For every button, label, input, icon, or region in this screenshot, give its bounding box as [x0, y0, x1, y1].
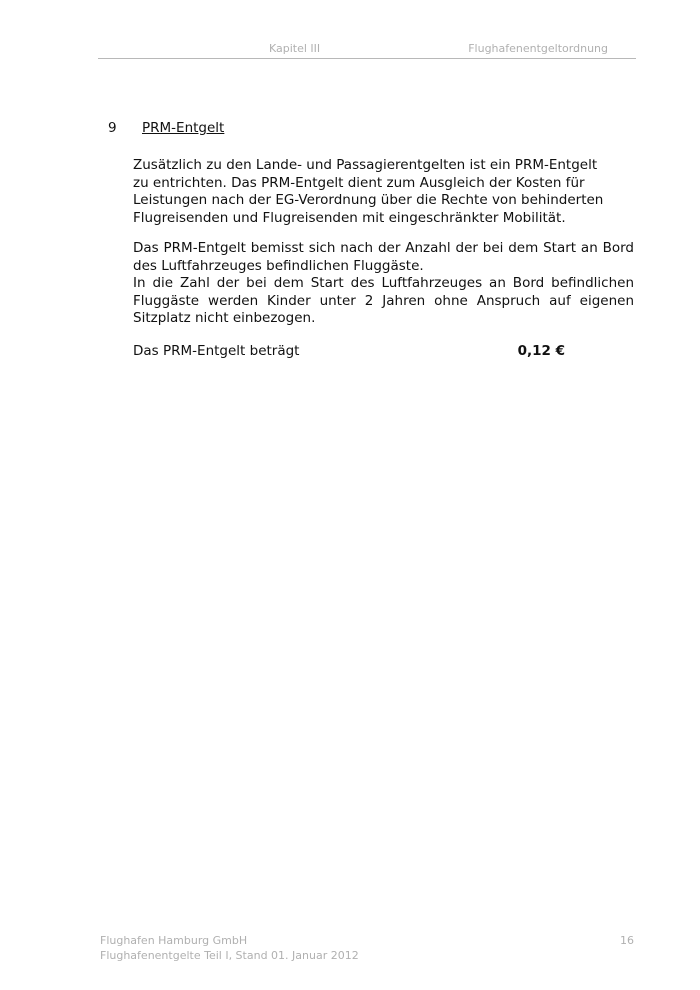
section-title: PRM-Entgelt [142, 120, 225, 136]
page-number: 16 [620, 934, 634, 947]
fee-row [133, 343, 565, 359]
paragraph-purpose-text: Zusätzlich zu den Lande- und Passagierentgelten ist ein PRM-Entgelt zu entrichten. Das PRM-Entgelt dient zum Ausgleich der Kosten für Leistungen nach der EG-Verordnung über die Rechte von behinderten Flugreisenden und Flugreisenden mit eingeschränkter Mobilität. [133, 157, 604, 226]
paragraph-exclusion-text: In die Zahl der bei dem Start des Luftfahrzeuges an Bord befindlichen Fluggäste werden Kinder unter 2 Jahren ohne Anspruch auf eigenen Sitzplatz nicht einbezogen. [133, 275, 634, 326]
footer-document: Flughafenentgelte Teil I, Stand 01. Januar 2012 [100, 949, 359, 962]
fee-label: Das PRM-Entgelt beträgt [133, 343, 300, 359]
section-number: 9 [108, 120, 117, 136]
page-footer [100, 933, 634, 963]
footer-company: Flughafen Hamburg GmbH [100, 934, 248, 947]
paragraph-calculation-line2: des Luftfahrzeuges befindlichen Fluggäste. [133, 257, 424, 274]
paragraph-calculation [133, 240, 634, 328]
header-chapter: Kapitel III [269, 42, 321, 55]
page-header [98, 40, 636, 59]
section-heading [108, 120, 224, 136]
paragraph-calculation-line1: Das PRM-Entgelt bemisst sich nach der Anzahl der bei dem Start an Bord [133, 240, 634, 256]
header-document-title: Flughafenentgeltordnung [468, 42, 608, 55]
fee-value: 0,12 € [517, 343, 565, 359]
paragraph-purpose [133, 157, 611, 227]
